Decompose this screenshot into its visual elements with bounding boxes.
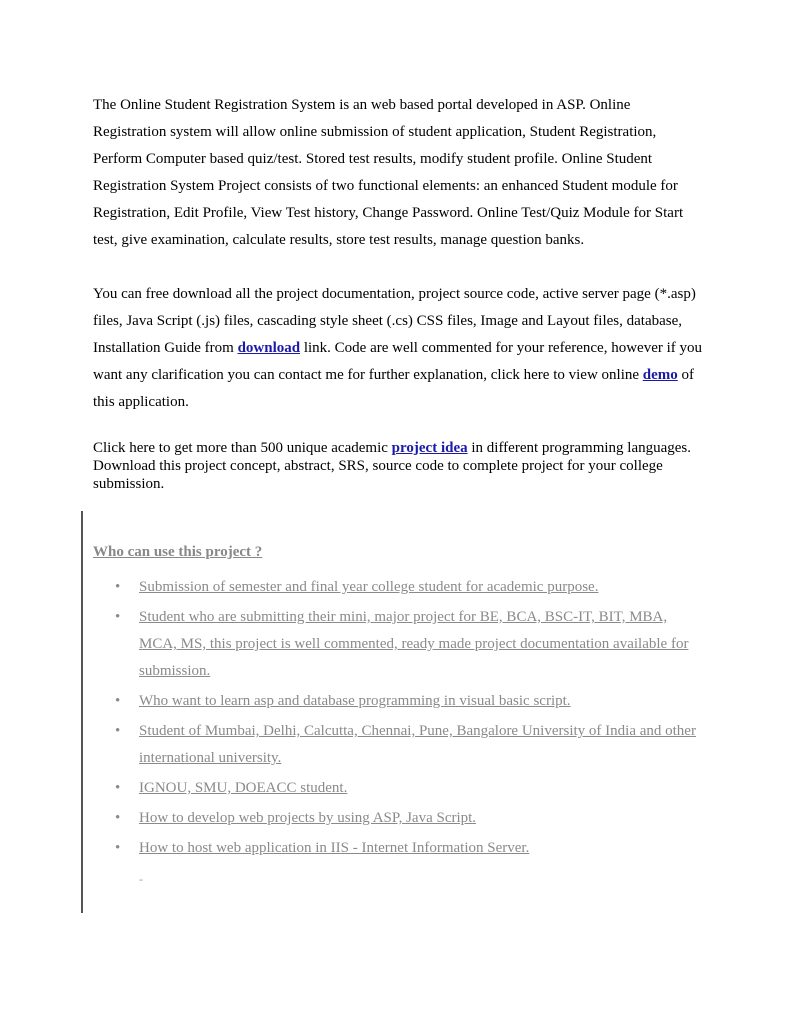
download-paragraph [93, 281, 705, 416]
trailing-dash-mark: - [139, 872, 143, 886]
bullet-icon: • [115, 579, 121, 595]
list-item-text: IGNOU, SMU, DOEACC student. [139, 780, 348, 796]
list-item-text: Student of Mumbai, Delhi, Calcutta, Chennai, Pune, Bangalore University of India and other international university. [139, 723, 696, 766]
download-text-middle: link. Code are well commented for your reference, however if you want any clarification you can contact me for further explanation, click here to view online [93, 340, 703, 383]
list-item [115, 574, 700, 601]
download-text-before: You can free download all the project documentation, project source code, active server page (*.asp) files, Java Script (.js) files, cascading style sheet (.cs) CSS files, Image and Layout files, database, Installation Guide from [93, 286, 696, 356]
project-idea-text-before: Click here to get more than 500 unique academic [93, 440, 392, 456]
audience-list [115, 574, 700, 865]
project-idea-text-after: in different programming languages. Download this project concept, abstract, SRS, source code to complete project for your college submission. [93, 440, 692, 492]
list-item-text: Student who are submitting their mini, major project for BE, BCA, BSC-IT, BIT, MBA, MCA, MS, this project is well commented, ready made project documentation available for submission. [139, 609, 689, 679]
bullet-icon: • [115, 723, 121, 739]
bullet-icon: • [115, 693, 121, 709]
list-item-text: Who want to learn asp and database programming in visual basic script. [139, 693, 571, 709]
intro-paragraph: The Online Student Registration System is an web based portal developed in ASP. Online Registration system will allow online submission of student application, Student Registration, Perform Computer based quiz/test. Stored test results, modify student profile. Online Student Registration System Project consists of two functional elements: an enhanced Student module for Registration, Edit Profile, View Test history, Change Password. Online Test/Quiz Module for Start test, give examination, calculate results, store test results, manage question banks. [93, 97, 684, 248]
list-item-text: How to host web application in IIS - Internet Information Server. [139, 840, 530, 856]
bullet-icon: • [115, 609, 121, 625]
list-item [115, 718, 700, 772]
list-item-text: How to develop web projects by using ASP, Java Script. [139, 810, 477, 826]
list-item [115, 775, 700, 802]
demo-link[interactable]: demo [642, 367, 678, 383]
project-idea-paragraph [93, 439, 705, 493]
list-item [115, 805, 700, 832]
download-link[interactable]: download [237, 340, 301, 356]
who-can-use-heading: Who can use this project ? [93, 544, 263, 560]
download-text-after: of this application. [93, 367, 695, 410]
project-idea-link[interactable]: project idea [391, 440, 468, 456]
bullet-icon: • [115, 810, 121, 826]
list-item [115, 688, 700, 715]
bullet-icon: • [115, 840, 121, 856]
list-item-text: Submission of semester and final year college student for academic purpose. [139, 579, 599, 595]
list-item [115, 835, 700, 862]
list-item [115, 604, 700, 685]
section-vertical-rule [81, 511, 83, 913]
bullet-icon: • [115, 780, 121, 796]
